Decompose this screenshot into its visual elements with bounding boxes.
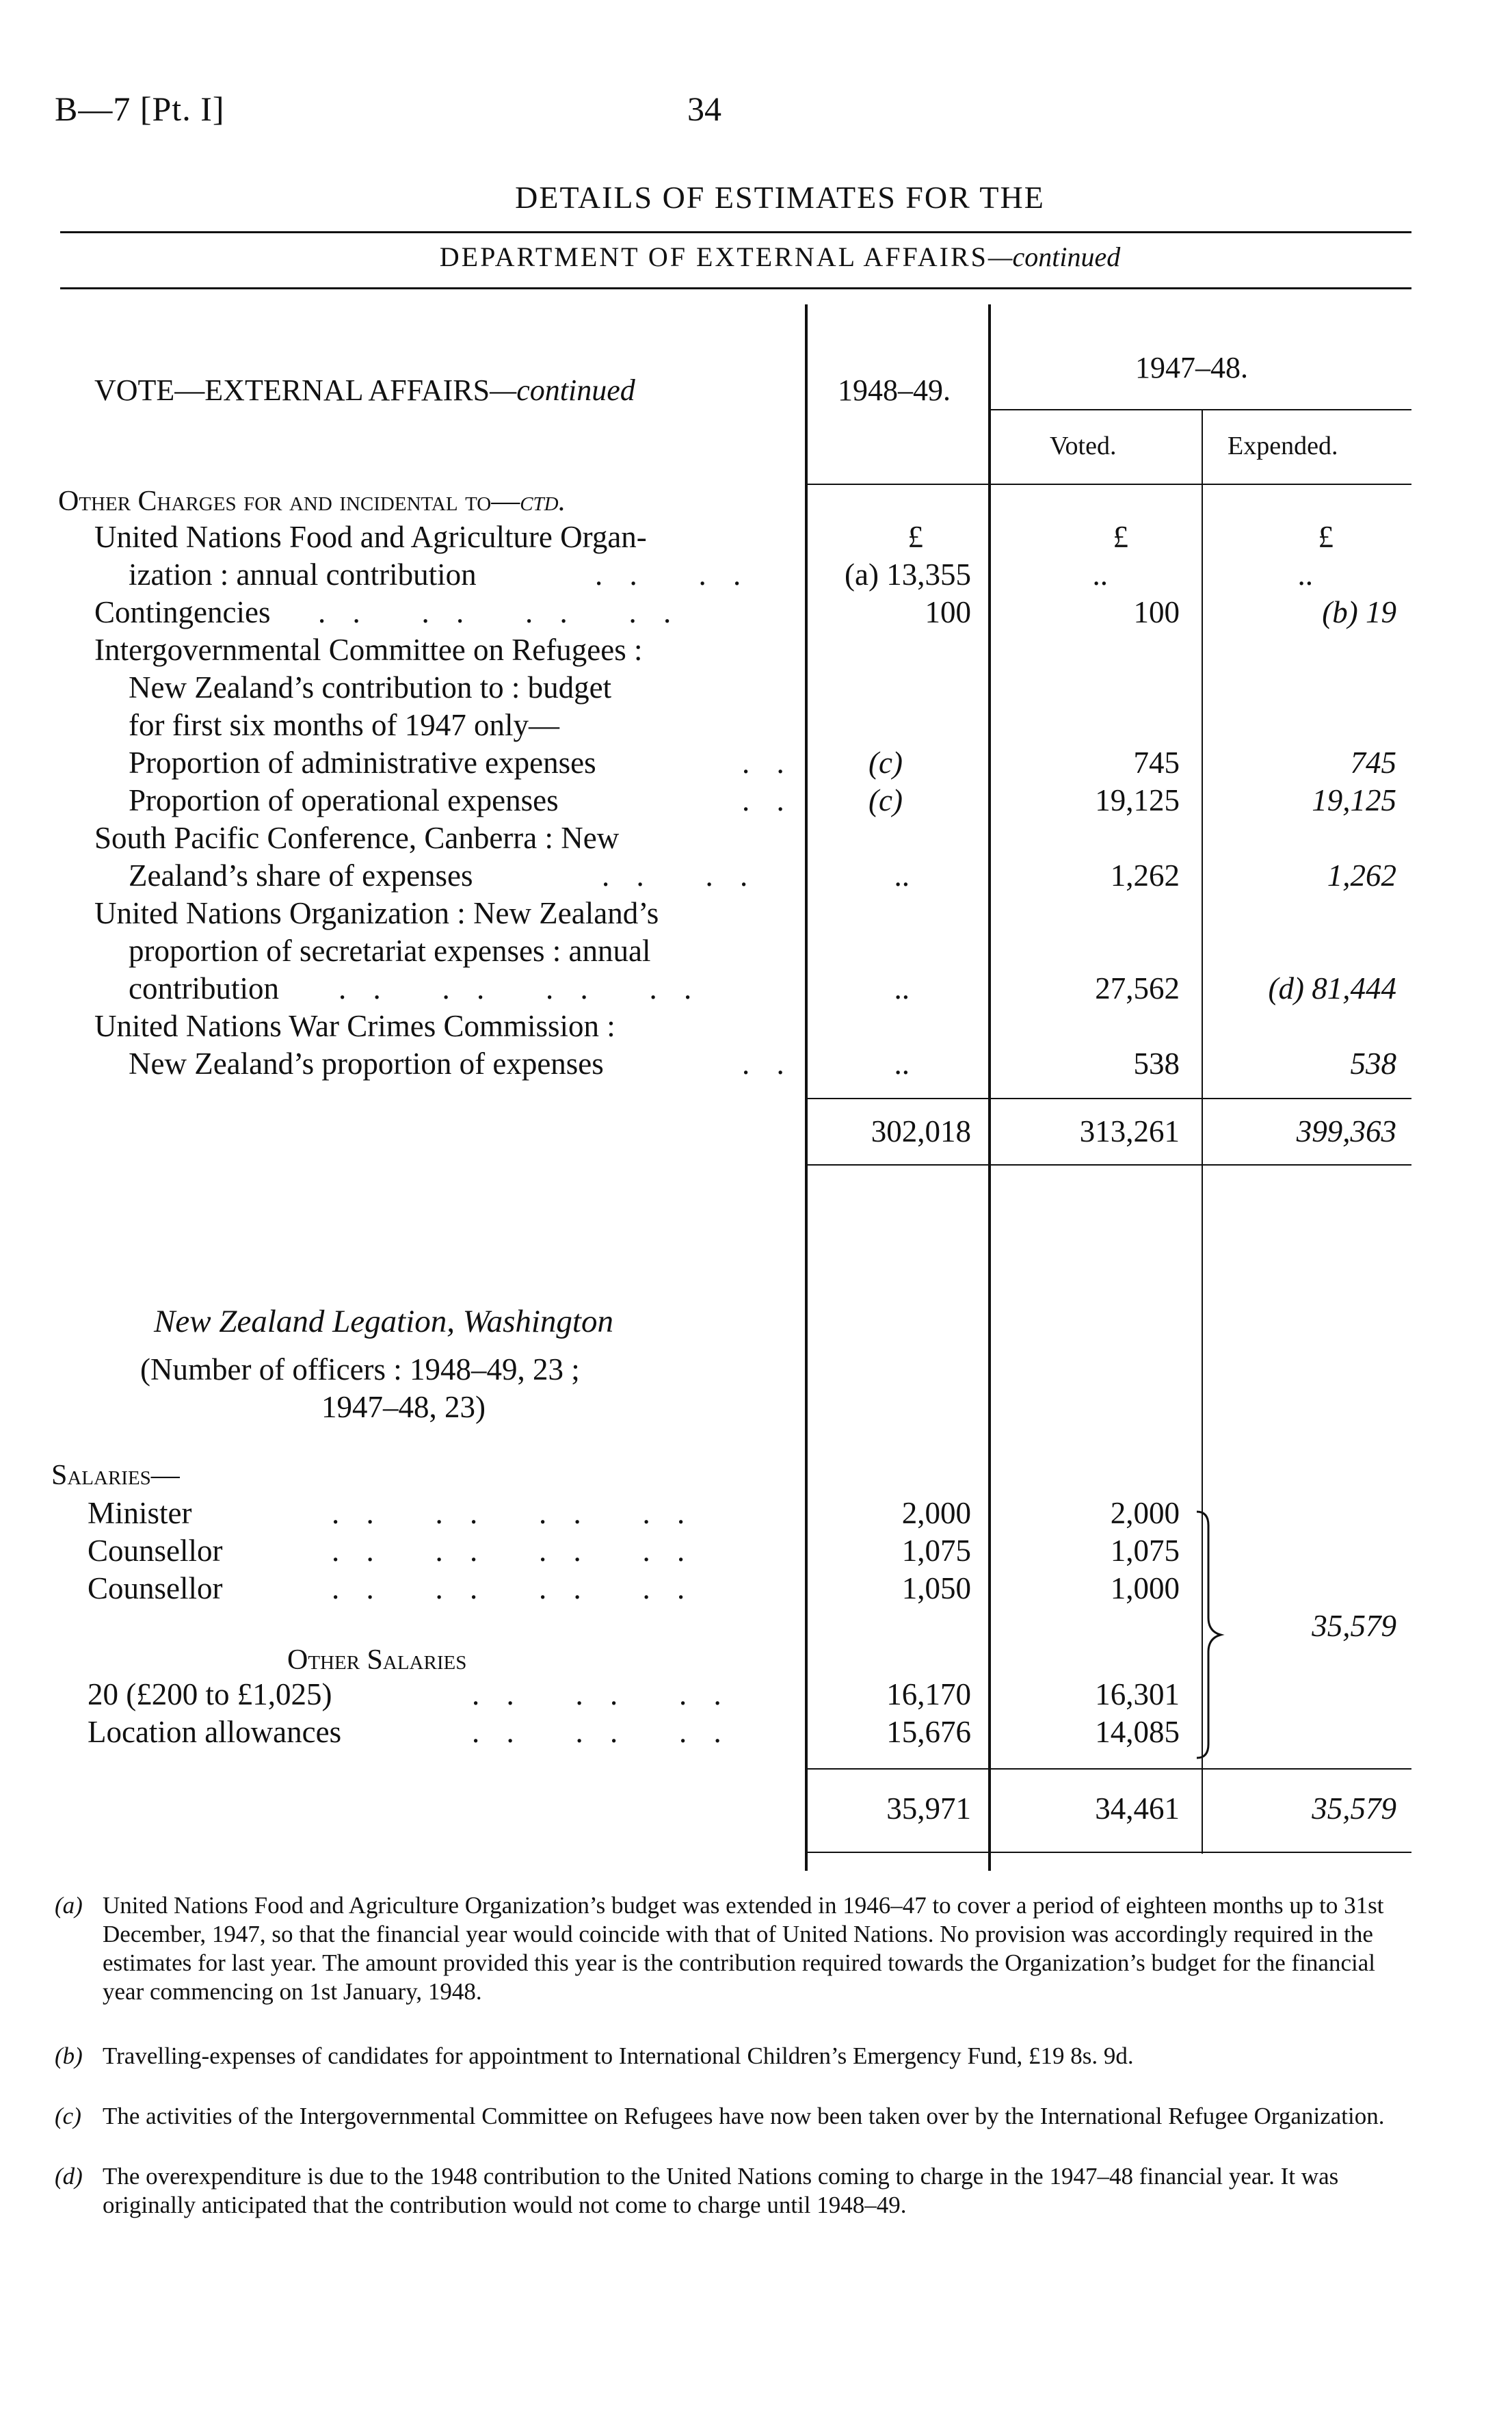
line-spc-2: Zealand’s share of expenses xyxy=(129,858,473,893)
other-salaries-heading: Other Salaries xyxy=(287,1644,467,1676)
leader-dots: . . . . . . xyxy=(472,1715,731,1749)
admin-voted-value: 745 xyxy=(1133,746,1180,780)
total2-1948-value: 35,971 xyxy=(886,1791,971,1826)
uno-expended-value: (d) 81,444 xyxy=(1268,971,1396,1006)
salary-voted-minister: 2,000 xyxy=(1110,1496,1180,1530)
war-1948-value: .. xyxy=(894,1047,910,1081)
line-admin: Proportion of administrative expenses xyxy=(129,746,596,780)
spc-voted-value: 1,262 xyxy=(1110,858,1180,893)
war-voted-value: 538 xyxy=(1133,1047,1180,1081)
title-rule xyxy=(60,231,1411,233)
salary-label-location: Location allowances xyxy=(88,1715,342,1749)
salary-voted-location: 14,085 xyxy=(1095,1715,1180,1749)
leader-dots: . . . . . . . . xyxy=(332,1534,695,1568)
bracket-icon xyxy=(1193,1508,1228,1761)
cont-1948-value: 100 xyxy=(925,595,971,629)
total-voted-value: 313,261 xyxy=(1079,1114,1180,1148)
total2-rule-bottom xyxy=(808,1852,1411,1853)
war-expended-value: 538 xyxy=(1350,1047,1396,1081)
officers-line-2: 1947–48, 23) xyxy=(321,1390,486,1424)
currency-expended: £ xyxy=(1318,520,1334,554)
line-icr-2: New Zealand’s contribution to : budget xyxy=(129,670,612,705)
oper-1948-value: (c) xyxy=(868,783,903,817)
uno-voted-value: 27,562 xyxy=(1095,971,1180,1006)
leader-dots: . . xyxy=(742,783,794,817)
col-1947-heading: 1947–48. xyxy=(1135,351,1248,384)
cont-voted-value: 100 xyxy=(1133,595,1180,629)
footnote-c: (c) The activities of the Intergovernmental Committee on Refugees have now been taken over by the International Refugee Organization. xyxy=(55,2103,1385,2129)
salary-bracket-expended: 35,579 xyxy=(1312,1609,1396,1643)
total2-expended-value: 35,579 xyxy=(1312,1791,1396,1826)
line-spc-1: South Pacific Conference, Canberra : New xyxy=(94,821,620,855)
leader-dots: . . . . xyxy=(595,557,751,592)
salary-1948-location: 15,676 xyxy=(886,1715,971,1749)
admin-1948-value: (c) xyxy=(868,746,903,780)
line-operational: Proportion of operational expenses xyxy=(129,783,559,817)
fao-expended-value: .. xyxy=(1297,557,1313,592)
leader-dots: . . xyxy=(742,1047,794,1081)
leader-dots: . . . . . . . . xyxy=(339,971,702,1006)
salary-voted-other: 16,301 xyxy=(1095,1677,1180,1711)
line-fao-1: United Nations Food and Agriculture Organ- xyxy=(94,520,647,554)
total2-voted-value: 34,461 xyxy=(1095,1791,1180,1826)
line-uno-1: United Nations Organization : New Zealand’s xyxy=(94,896,659,930)
page-number: 34 xyxy=(687,90,721,128)
line-uno-2: proportion of secretariat expenses : annual xyxy=(129,934,651,968)
currency-1948: £ xyxy=(907,520,923,554)
line-uno-3: contribution xyxy=(129,971,279,1006)
admin-expended-value: 745 xyxy=(1350,746,1396,780)
currency-voted: £ xyxy=(1113,520,1128,554)
legation-title: New Zealand Legation, Washington xyxy=(154,1304,613,1339)
salary-label-minister: Minister xyxy=(88,1496,192,1530)
total-rule-bottom xyxy=(808,1164,1411,1166)
document-reference: B—7 [Pt. I] xyxy=(55,90,225,128)
subheader-rule xyxy=(991,409,1411,410)
salary-label-other: 20 (£200 to £1,025) xyxy=(88,1677,332,1711)
salary-1948-minister: 2,000 xyxy=(901,1496,971,1530)
salary-voted-counsellor-1: 1,075 xyxy=(1110,1534,1180,1568)
spc-1948-value: .. xyxy=(894,858,910,893)
fao-voted-value: .. xyxy=(1092,557,1108,592)
salary-label-counsellor-1: Counsellor xyxy=(88,1534,223,1568)
leader-dots: . . . . . . xyxy=(472,1677,731,1711)
line-fao-2: ization : annual contribution xyxy=(129,557,477,592)
line-war-2: New Zealand’s proportion of expenses xyxy=(129,1047,604,1081)
footnote-b: (b) Travelling-expenses of candidates for appointment to International Children’s Emergency Fund, £19 8s. 9d. xyxy=(55,2042,1134,2069)
subtitle-rule xyxy=(60,287,1411,289)
total2-rule-top xyxy=(808,1768,1411,1770)
total-1948-value: 302,018 xyxy=(871,1114,971,1148)
section-heading: Other Charges for and incidental to—ctd. xyxy=(58,486,566,517)
salary-1948-other: 16,170 xyxy=(886,1677,971,1711)
salary-label-counsellor-2: Counsellor xyxy=(88,1571,223,1605)
col-1948-heading: 1948–49. xyxy=(838,373,951,407)
salaries-heading: Salaries— xyxy=(51,1460,180,1491)
col-voted-heading: Voted. xyxy=(1050,432,1117,460)
salary-1948-counsellor-1: 1,075 xyxy=(901,1534,971,1568)
salary-1948-counsellor-2: 1,050 xyxy=(901,1571,971,1605)
leader-dots: . . . . . . . . xyxy=(318,595,681,629)
oper-voted-value: 19,125 xyxy=(1095,783,1180,817)
header-bottom-rule xyxy=(808,484,1411,485)
fao-1948-value: (a) 13,355 xyxy=(845,557,971,592)
total-rule-top xyxy=(808,1098,1411,1099)
cont-expended-value: (b) 19 xyxy=(1322,595,1396,629)
col-expended-heading: Expended. xyxy=(1228,432,1338,460)
column-rule-2 xyxy=(988,304,991,1871)
page-subtitle: DEPARTMENT OF EXTERNAL AFFAIRS—continued xyxy=(439,241,1121,272)
footnote-a: (a) United Nations Food and Agriculture Organization’s budget was extended in 1946–47 to cover a period of eighteen months up to 31st December, 1947, so that the financial year would coincide with that of United Nations. No provision was accordingly required in the estimates for last year. The amount provided this year is the contribution required towards the Organization’s budget for the financial year commencing on 1st January, 1948. xyxy=(55,1892,1384,2005)
line-icr-3: for first six months of 1947 only— xyxy=(129,708,559,742)
line-contingencies: Contingencies xyxy=(94,595,271,629)
footnote-d: (d) The overexpenditure is due to the 1948 contribution to the United Nations coming to charge in the 1947–48 financial year. It was originally anticipated that the contribution would not come to charge until 1948–49. xyxy=(55,2163,1339,2218)
oper-expended-value: 19,125 xyxy=(1312,783,1396,817)
spc-expended-value: 1,262 xyxy=(1327,858,1396,893)
vote-heading: VOTE—EXTERNAL AFFAIRS—continued xyxy=(94,373,635,407)
officers-line-1: (Number of officers : 1948–49, 23 ; xyxy=(140,1352,580,1387)
line-icr-1: Intergovernmental Committee on Refugees : xyxy=(94,633,643,667)
uno-1948-value: .. xyxy=(894,971,910,1006)
leader-dots: . . xyxy=(742,746,794,780)
leader-dots: . . . . . . . . xyxy=(332,1571,695,1605)
salary-voted-counsellor-2: 1,000 xyxy=(1110,1571,1180,1605)
total-expended-value: 399,363 xyxy=(1296,1114,1396,1148)
column-rule-1 xyxy=(805,304,808,1871)
leader-dots: . . . . . . . . xyxy=(332,1496,695,1530)
leader-dots: . . . . xyxy=(602,858,758,893)
line-war-1: United Nations War Crimes Commission : xyxy=(94,1009,615,1043)
page-title: DETAILS OF ESTIMATES FOR THE xyxy=(515,180,1045,215)
